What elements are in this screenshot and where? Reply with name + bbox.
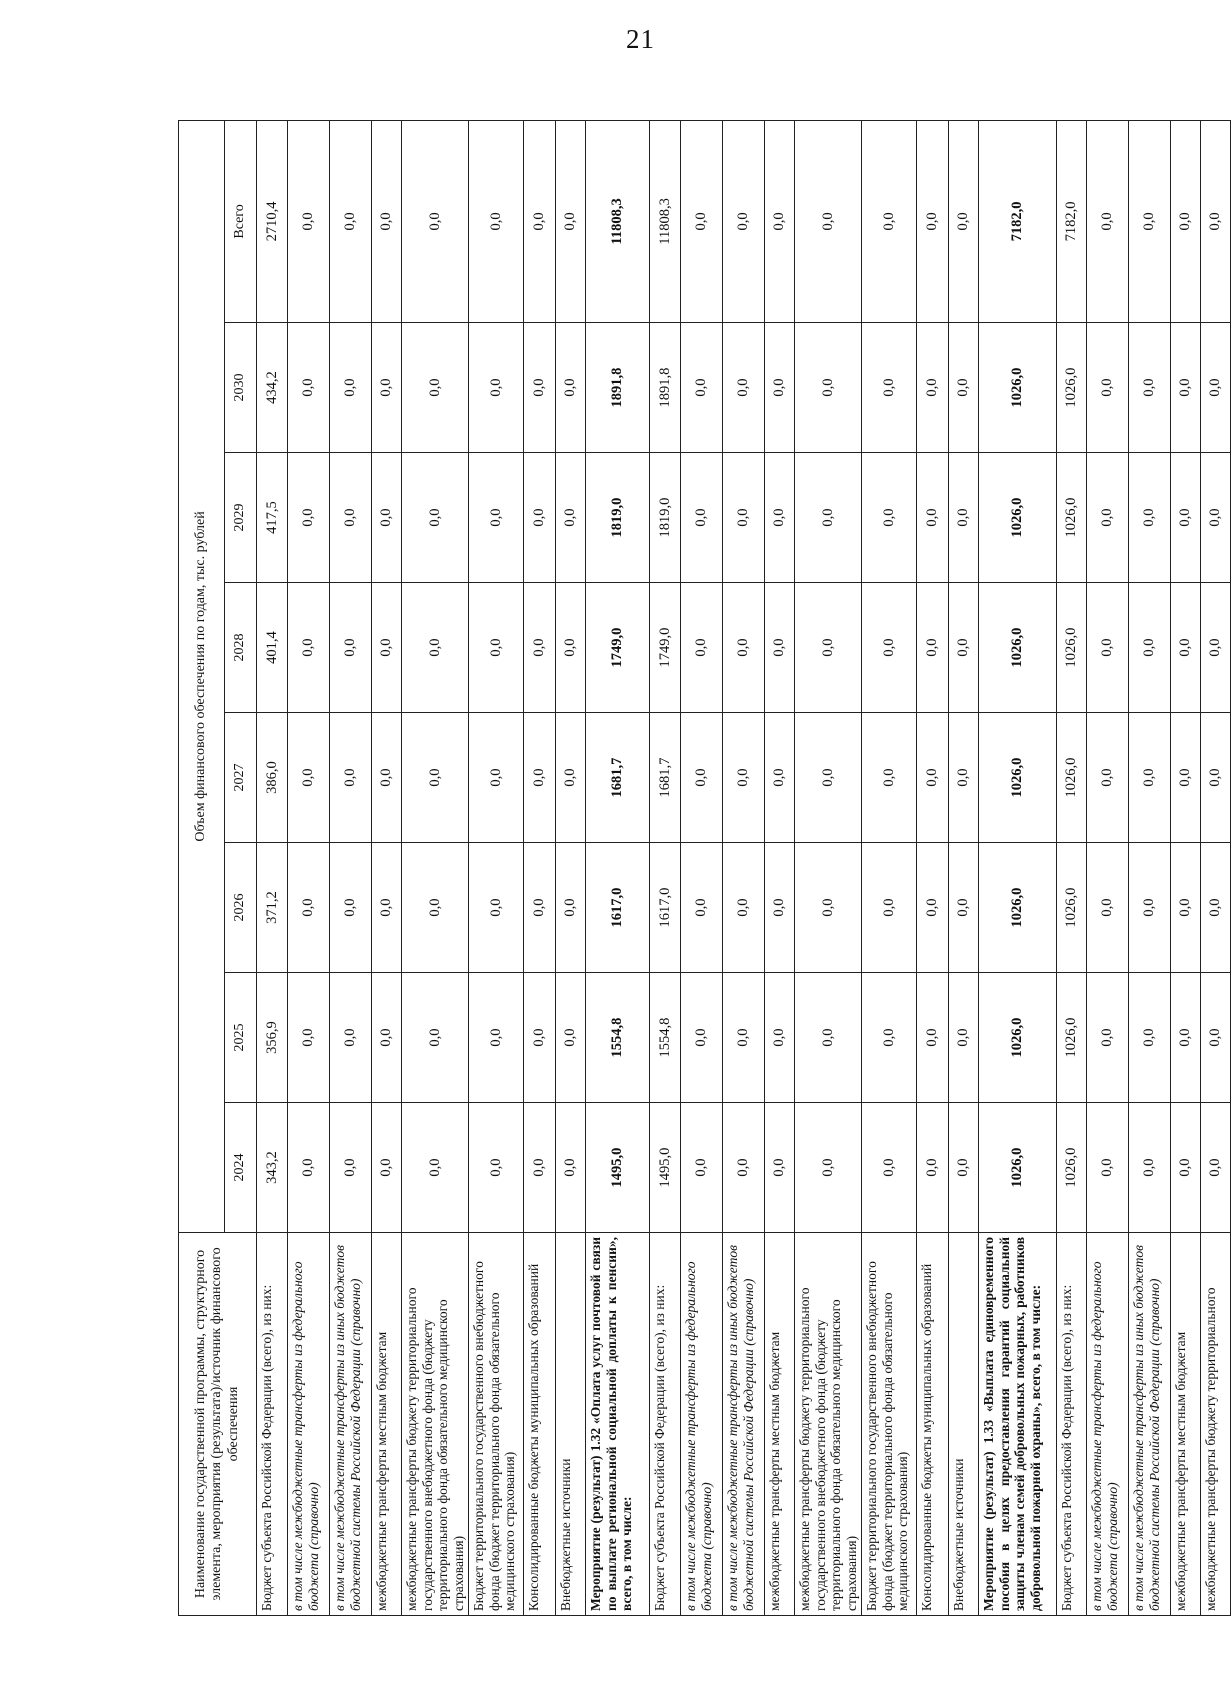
row-label: Мероприятие (результат) 1.32 «Оплата услуг почтовой связи по выплате региональной социальной доплаты к пенсии», всего, в том числе: — [586, 1233, 650, 1616]
value-cell: 0,0 — [1087, 713, 1129, 843]
value-cell: 0,0 — [765, 1103, 795, 1233]
header-year-2028: 2028 — [225, 583, 257, 713]
value-cell: 0,0 — [1171, 120, 1201, 322]
value-cell: 356,9 — [257, 973, 288, 1103]
value-cell: 0,0 — [524, 453, 556, 583]
table-row — [1057, 120, 1087, 1615]
value-cell: 1026,0 — [1057, 453, 1087, 583]
table-row — [372, 120, 402, 1615]
value-cell: 0,0 — [949, 583, 979, 713]
table-row — [681, 120, 723, 1615]
value-cell: 1026,0 — [979, 1103, 1057, 1233]
value-cell: 11808,3 — [586, 120, 650, 322]
row-label: в том числе межбюджетные трансферты из иных бюджетов бюджетной системы Российской Федерации (справочно) — [723, 1233, 765, 1616]
value-cell: 0,0 — [795, 583, 862, 713]
value-cell: 0,0 — [288, 843, 330, 973]
value-cell: 0,0 — [288, 120, 330, 322]
value-cell: 0,0 — [556, 120, 586, 322]
header-year-2027: 2027 — [225, 713, 257, 843]
value-cell: 1026,0 — [1057, 843, 1087, 973]
value-cell: 371,2 — [257, 843, 288, 973]
header-name-cell: Наименование государственной программы, структурного элемента, мероприятия (результата)/источник финансового обеспечения — [179, 1233, 257, 1616]
value-cell: 0,0 — [1087, 843, 1129, 973]
value-cell: 0,0 — [556, 973, 586, 1103]
value-cell: 0,0 — [681, 583, 723, 713]
value-cell: 1026,0 — [979, 583, 1057, 713]
value-cell: 0,0 — [1129, 120, 1171, 322]
value-cell: 0,0 — [330, 120, 372, 322]
value-cell: 0,0 — [1201, 583, 1231, 713]
table-row — [795, 120, 862, 1615]
value-cell: 0,0 — [469, 323, 524, 453]
value-cell: 0,0 — [765, 713, 795, 843]
value-cell: 0,0 — [795, 973, 862, 1103]
value-cell: 1819,0 — [650, 453, 681, 583]
value-cell: 1026,0 — [979, 453, 1057, 583]
value-cell: 434,2 — [257, 323, 288, 453]
value-cell: 0,0 — [402, 973, 469, 1103]
value-cell: 0,0 — [681, 120, 723, 322]
row-label: Внебюджетные источники — [949, 1233, 979, 1616]
row-label: в том числе межбюджетные трансферты из иных бюджетов бюджетной системы Российской Федерации (справочно) — [330, 1233, 372, 1616]
row-label: межбюджетные трансферты местным бюджетам — [372, 1233, 402, 1616]
value-cell: 0,0 — [862, 973, 917, 1103]
value-cell: 0,0 — [949, 453, 979, 583]
row-label: Консолидированные бюджеты муниципальных образований — [524, 1233, 556, 1616]
value-cell: 0,0 — [681, 453, 723, 583]
value-cell: 0,0 — [556, 323, 586, 453]
value-cell: 0,0 — [765, 120, 795, 322]
value-cell: 0,0 — [1201, 843, 1231, 973]
value-cell: 0,0 — [402, 453, 469, 583]
value-cell: 0,0 — [1087, 323, 1129, 453]
value-cell: 1749,0 — [650, 583, 681, 713]
value-cell: 0,0 — [1129, 713, 1171, 843]
value-cell: 0,0 — [288, 583, 330, 713]
header-year-2024: 2024 — [225, 1103, 257, 1233]
value-cell: 0,0 — [524, 323, 556, 453]
value-cell: 0,0 — [1129, 583, 1171, 713]
value-cell: 417,5 — [257, 453, 288, 583]
value-cell: 0,0 — [330, 453, 372, 583]
value-cell: 0,0 — [681, 973, 723, 1103]
value-cell: 0,0 — [1129, 1103, 1171, 1233]
value-cell: 0,0 — [862, 323, 917, 453]
value-cell: 1026,0 — [979, 713, 1057, 843]
value-cell: 0,0 — [795, 843, 862, 973]
value-cell: 0,0 — [402, 1103, 469, 1233]
value-cell: 0,0 — [765, 843, 795, 973]
value-cell: 0,0 — [330, 323, 372, 453]
value-cell: 2710,4 — [257, 120, 288, 322]
value-cell: 0,0 — [1171, 1103, 1201, 1233]
value-cell: 0,0 — [917, 120, 949, 322]
value-cell: 0,0 — [681, 843, 723, 973]
page-number: 21 — [626, 24, 655, 54]
value-cell: 401,4 — [257, 583, 288, 713]
header-year-2030: 2030 — [225, 323, 257, 453]
table-row — [257, 120, 288, 1615]
value-cell: 0,0 — [372, 713, 402, 843]
value-cell: 0,0 — [862, 453, 917, 583]
value-cell: 0,0 — [330, 713, 372, 843]
header-row-1 — [179, 120, 225, 1615]
value-cell: 0,0 — [556, 1103, 586, 1233]
value-cell: 0,0 — [949, 120, 979, 322]
value-cell: 1026,0 — [1057, 323, 1087, 453]
value-cell: 1617,0 — [650, 843, 681, 973]
value-cell: 0,0 — [1129, 323, 1171, 453]
value-cell: 0,0 — [1129, 973, 1171, 1103]
value-cell: 0,0 — [862, 1103, 917, 1233]
value-cell: 0,0 — [1087, 120, 1129, 322]
table-row — [1129, 120, 1171, 1615]
row-label: Консолидированные бюджеты муниципальных образований — [917, 1233, 949, 1616]
table-row — [862, 120, 917, 1615]
value-cell: 0,0 — [795, 713, 862, 843]
table-row — [586, 120, 650, 1615]
value-cell: 1617,0 — [586, 843, 650, 973]
value-cell: 0,0 — [372, 453, 402, 583]
value-cell: 0,0 — [949, 713, 979, 843]
value-cell: 0,0 — [288, 1103, 330, 1233]
value-cell: 0,0 — [1087, 1103, 1129, 1233]
row-label: Бюджет субъекта Российской Федерации (всего), из них: — [1057, 1233, 1087, 1616]
value-cell: 0,0 — [1087, 453, 1129, 583]
value-cell: 0,0 — [330, 973, 372, 1103]
value-cell: 0,0 — [469, 583, 524, 713]
row-label: межбюджетные трансферты бюджету территориального государственного внебюджетного фонда (бюджету территориального фонда обязательного медицинского страхования) — [402, 1233, 469, 1616]
row-label: Бюджет субъекта Российской Федерации (всего), из них: — [650, 1233, 681, 1616]
value-cell: 0,0 — [372, 323, 402, 453]
table-row — [469, 120, 524, 1615]
value-cell: 7182,0 — [979, 120, 1057, 322]
value-cell: 0,0 — [524, 583, 556, 713]
value-cell: 0,0 — [917, 583, 949, 713]
table-row — [556, 120, 586, 1615]
value-cell: 0,0 — [330, 1103, 372, 1233]
value-cell: 343,2 — [257, 1103, 288, 1233]
table-row — [917, 120, 949, 1615]
header-volume-cell: Объем финансового обеспечения по годам, тыс. рублей — [179, 120, 225, 1232]
value-cell: 0,0 — [795, 120, 862, 322]
value-cell: 386,0 — [257, 713, 288, 843]
value-cell: 0,0 — [862, 583, 917, 713]
value-cell: 0,0 — [765, 453, 795, 583]
value-cell: 1495,0 — [586, 1103, 650, 1233]
value-cell: 0,0 — [723, 843, 765, 973]
value-cell: 0,0 — [723, 713, 765, 843]
value-cell: 0,0 — [681, 713, 723, 843]
value-cell: 0,0 — [330, 583, 372, 713]
value-cell: 0,0 — [402, 843, 469, 973]
rotated-table-container — [178, 121, 1224, 1616]
value-cell: 0,0 — [949, 973, 979, 1103]
value-cell: 1681,7 — [650, 713, 681, 843]
header-year-total: Всего — [225, 120, 257, 322]
value-cell: 0,0 — [917, 1103, 949, 1233]
value-cell: 1681,7 — [586, 713, 650, 843]
value-cell: 0,0 — [469, 1103, 524, 1233]
table-row — [1201, 120, 1231, 1615]
header-year-2026: 2026 — [225, 843, 257, 973]
value-cell: 0,0 — [795, 453, 862, 583]
value-cell: 0,0 — [556, 713, 586, 843]
row-label: в том числе межбюджетные трансферты из федерального бюджета (справочно) — [288, 1233, 330, 1616]
value-cell: 0,0 — [330, 843, 372, 973]
value-cell: 0,0 — [949, 843, 979, 973]
value-cell: 0,0 — [917, 843, 949, 973]
row-label: межбюджетные трансферты местным бюджетам — [1171, 1233, 1201, 1616]
value-cell: 0,0 — [524, 120, 556, 322]
value-cell: 1554,8 — [586, 973, 650, 1103]
table-row — [288, 120, 330, 1615]
value-cell: 0,0 — [723, 453, 765, 583]
value-cell: 1891,8 — [650, 323, 681, 453]
table-body — [257, 120, 1231, 1615]
table-row — [650, 120, 681, 1615]
value-cell: 0,0 — [862, 843, 917, 973]
table-row — [524, 120, 556, 1615]
value-cell: 0,0 — [1171, 453, 1201, 583]
value-cell: 0,0 — [288, 713, 330, 843]
value-cell: 0,0 — [402, 713, 469, 843]
value-cell: 0,0 — [765, 973, 795, 1103]
value-cell: 0,0 — [1129, 453, 1171, 583]
value-cell: 0,0 — [469, 713, 524, 843]
value-cell: 0,0 — [1171, 843, 1201, 973]
value-cell: 1026,0 — [1057, 713, 1087, 843]
value-cell: 0,0 — [862, 713, 917, 843]
row-label: в том числе межбюджетные трансферты из федерального бюджета (справочно) — [1087, 1233, 1129, 1616]
value-cell: 0,0 — [372, 843, 402, 973]
table-row — [979, 120, 1057, 1615]
value-cell: 0,0 — [917, 713, 949, 843]
value-cell: 0,0 — [288, 453, 330, 583]
row-label: межбюджетные трансферты местным бюджетам — [765, 1233, 795, 1616]
value-cell: 1554,8 — [650, 973, 681, 1103]
table-row — [1171, 120, 1201, 1615]
value-cell: 0,0 — [1171, 973, 1201, 1103]
value-cell: 0,0 — [1087, 583, 1129, 713]
table-row — [765, 120, 795, 1615]
value-cell: 0,0 — [1201, 120, 1231, 322]
value-cell: 0,0 — [723, 583, 765, 713]
value-cell: 0,0 — [469, 453, 524, 583]
header-year-2029: 2029 — [225, 453, 257, 583]
value-cell: 0,0 — [372, 1103, 402, 1233]
row-label: Мероприятие (результат) 1.33 «Выплата единовременного пособия в целях предоставления гарантий социальной защиты членам семей добровольных пожарных, работников добровольной пожарной охраны», всего, в том числе: — [979, 1233, 1057, 1616]
value-cell: 0,0 — [723, 323, 765, 453]
value-cell: 1891,8 — [586, 323, 650, 453]
value-cell: 1026,0 — [979, 323, 1057, 453]
value-cell: 0,0 — [765, 583, 795, 713]
value-cell: 0,0 — [795, 323, 862, 453]
value-cell: 0,0 — [949, 323, 979, 453]
value-cell: 0,0 — [862, 120, 917, 322]
value-cell: 1026,0 — [1057, 1103, 1087, 1233]
table-row — [1087, 120, 1129, 1615]
value-cell: 0,0 — [1201, 713, 1231, 843]
value-cell: 0,0 — [469, 120, 524, 322]
value-cell: 0,0 — [1087, 973, 1129, 1103]
table-row — [949, 120, 979, 1615]
value-cell: 1819,0 — [586, 453, 650, 583]
value-cell: 7182,0 — [1057, 120, 1087, 322]
value-cell: 0,0 — [524, 973, 556, 1103]
value-cell: 0,0 — [402, 120, 469, 322]
value-cell: 0,0 — [723, 120, 765, 322]
value-cell: 0,0 — [1201, 453, 1231, 583]
row-label: межбюджетные трансферты бюджету территориального государственного внебюджетного фонда (бюджету территориального фонда обязательного медицинского страхования) — [795, 1233, 862, 1616]
value-cell: 0,0 — [524, 843, 556, 973]
table-row — [330, 120, 372, 1615]
value-cell: 0,0 — [1129, 843, 1171, 973]
value-cell: 0,0 — [795, 1103, 862, 1233]
row-label: Бюджет субъекта Российской Федерации (всего), из них: — [257, 1233, 288, 1616]
value-cell: 0,0 — [288, 323, 330, 453]
value-cell: 0,0 — [469, 843, 524, 973]
value-cell: 0,0 — [917, 973, 949, 1103]
value-cell: 0,0 — [372, 583, 402, 713]
value-cell: 0,0 — [917, 323, 949, 453]
header-year-2025: 2025 — [225, 973, 257, 1103]
value-cell: 0,0 — [372, 973, 402, 1103]
value-cell: 1749,0 — [586, 583, 650, 713]
value-cell: 0,0 — [372, 120, 402, 322]
value-cell: 0,0 — [1171, 323, 1201, 453]
value-cell: 0,0 — [949, 1103, 979, 1233]
value-cell: 11808,3 — [650, 120, 681, 322]
value-cell: 0,0 — [723, 973, 765, 1103]
value-cell: 0,0 — [402, 323, 469, 453]
value-cell: 0,0 — [1201, 1103, 1231, 1233]
value-cell: 0,0 — [681, 1103, 723, 1233]
table-row — [723, 120, 765, 1615]
row-label: Внебюджетные источники — [556, 1233, 586, 1616]
value-cell: 0,0 — [917, 453, 949, 583]
table-row — [402, 120, 469, 1615]
value-cell: 0,0 — [556, 583, 586, 713]
value-cell: 0,0 — [402, 583, 469, 713]
value-cell: 1026,0 — [1057, 583, 1087, 713]
value-cell: 0,0 — [1201, 973, 1231, 1103]
value-cell: 0,0 — [1171, 583, 1201, 713]
financing-table — [178, 120, 1231, 1616]
value-cell: 0,0 — [1201, 323, 1231, 453]
row-label: межбюджетные трансферты бюджету территориального — [1201, 1233, 1231, 1616]
value-cell: 0,0 — [723, 1103, 765, 1233]
row-label: в том числе межбюджетные трансферты из федерального бюджета (справочно) — [681, 1233, 723, 1616]
value-cell: 0,0 — [524, 1103, 556, 1233]
value-cell: 0,0 — [556, 453, 586, 583]
value-cell: 0,0 — [469, 973, 524, 1103]
row-label: в том числе межбюджетные трансферты из иных бюджетов бюджетной системы Российской Федерации (справочно) — [1129, 1233, 1171, 1616]
value-cell: 1026,0 — [979, 843, 1057, 973]
value-cell: 0,0 — [288, 973, 330, 1103]
row-label: Бюджет территориального государственного внебюджетного фонда (бюджет территориального фонда обязательного медицинского страхования) — [862, 1233, 917, 1616]
value-cell: 0,0 — [765, 323, 795, 453]
value-cell: 1026,0 — [1057, 973, 1087, 1103]
value-cell: 1495,0 — [650, 1103, 681, 1233]
value-cell: 0,0 — [1171, 713, 1201, 843]
value-cell: 1026,0 — [979, 973, 1057, 1103]
value-cell: 0,0 — [524, 713, 556, 843]
row-label: Бюджет территориального государственного внебюджетного фонда (бюджет территориального фонда обязательного медицинского страхования) — [469, 1233, 524, 1616]
value-cell: 0,0 — [681, 323, 723, 453]
value-cell: 0,0 — [556, 843, 586, 973]
